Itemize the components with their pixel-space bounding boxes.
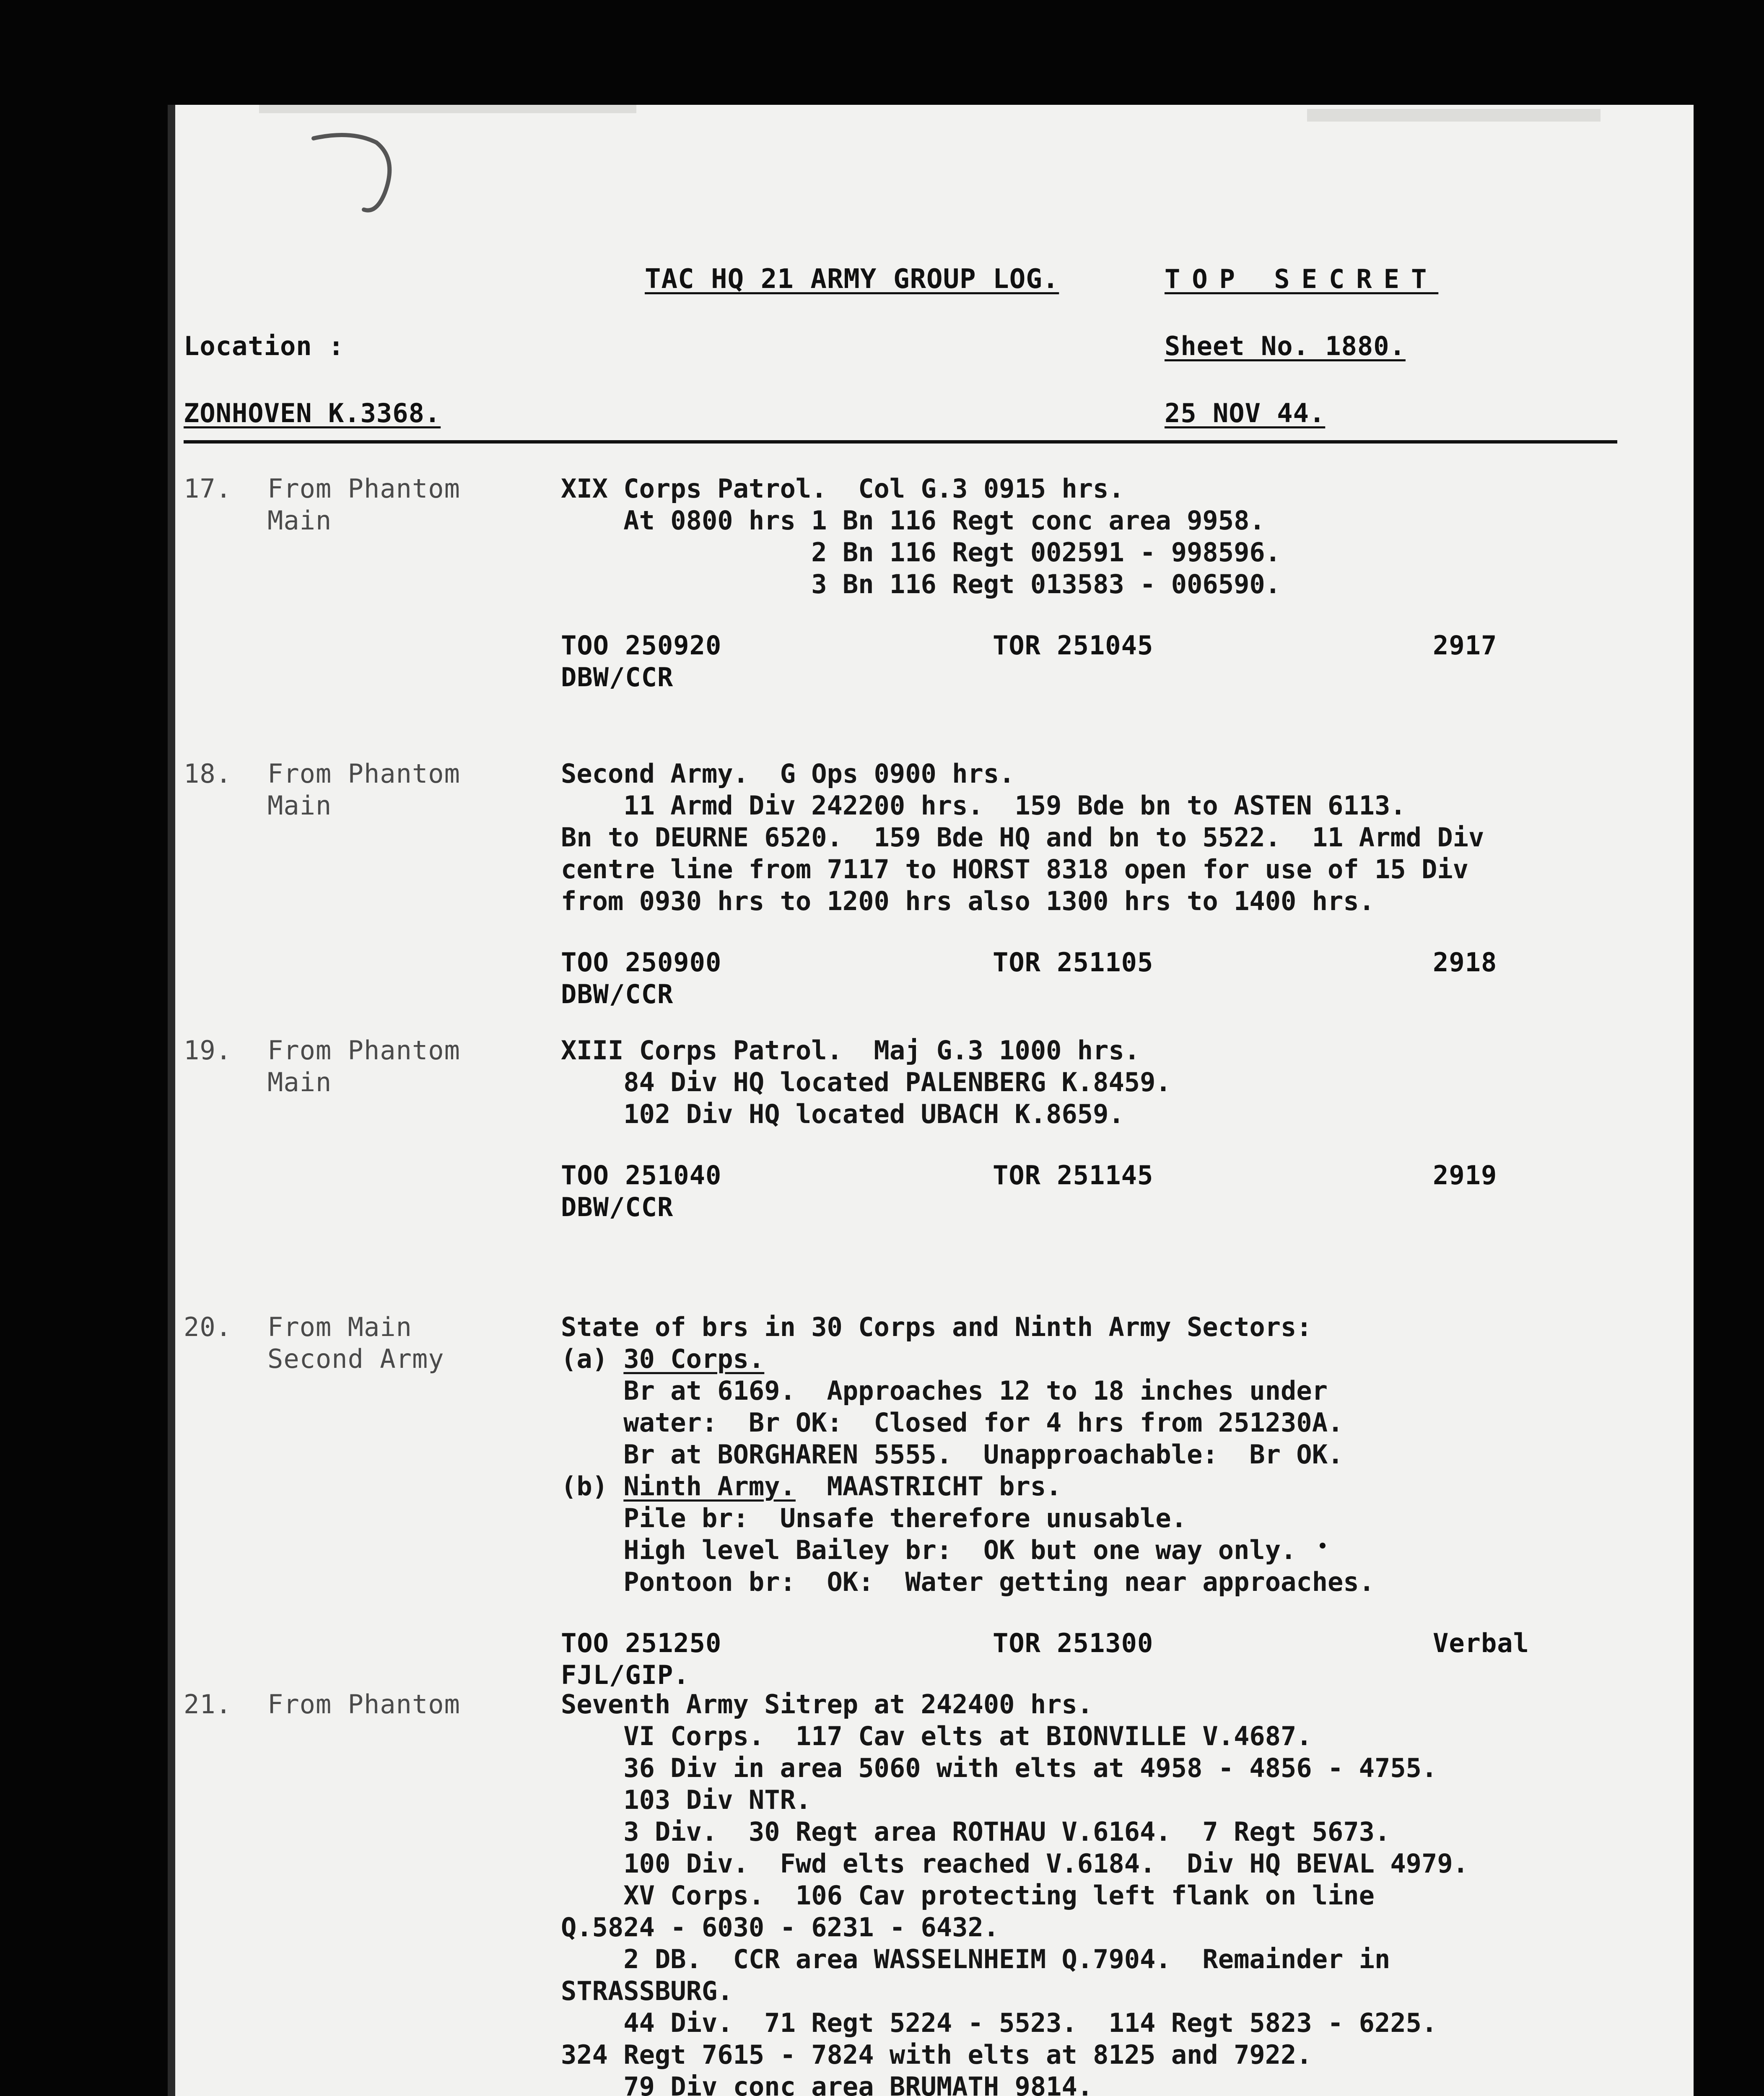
entry-text-line: Pile br: Unsafe therefore unusable. — [561, 1503, 1187, 1533]
entry-text-line: 3 Bn 116 Regt 013583 - 006590. — [561, 569, 1281, 599]
entry-source: From Phantom — [267, 758, 460, 789]
sheet-number: Sheet No. 1880. — [1165, 331, 1406, 361]
entry-text-line: 84 Div HQ located PALENBERG K.8459. — [561, 1067, 1171, 1097]
entry-text-line: Br at BORGHAREN 5555. Unapproachable: Br OK. — [561, 1439, 1344, 1470]
pencil-mark — [301, 117, 410, 226]
header-rule — [184, 440, 1617, 444]
entry-text-line: 102 Div HQ located UBACH K.8659. — [561, 1099, 1124, 1129]
entry-source: Main — [267, 505, 332, 536]
entry-text-line: XIX Corps Patrol. Col G.3 0915 hrs. — [561, 473, 1124, 504]
classification-label: TOP SECRET — [1165, 264, 1439, 294]
time-of-receipt: TOR 251105 — [993, 947, 1154, 978]
operator-initials: FJL/GIP. — [561, 1660, 690, 1690]
entry-text-line: 324 Regt 7615 - 7824 with elts at 8125 and 7922. — [561, 2039, 1312, 2070]
entry-text-line: Pontoon br: OK: Water getting near approaches. — [561, 1567, 1375, 1597]
entry-number: 21. — [184, 1689, 232, 1720]
entry-text-line: 44 Div. 71 Regt 5224 - 5523. 114 Regt 5823 - 6225. — [561, 2008, 1437, 2038]
time-of-receipt: TOR 251145 — [993, 1160, 1154, 1191]
entry-text-line: (b) Ninth Army. MAASTRICHT brs. — [561, 1471, 1062, 1502]
entry-text-line: At 0800 hrs 1 Bn 116 Regt conc area 9958. — [561, 505, 1265, 536]
entry-text-line: 103 Div NTR. — [561, 1785, 812, 1815]
scan-artifact — [259, 105, 636, 113]
message-reference: 2919 — [1433, 1160, 1497, 1191]
entry-text-line: XV Corps. 106 Cav protecting left flank on line — [561, 1880, 1375, 1911]
entry-source: From Phantom — [267, 473, 460, 504]
entry-source: From Phantom — [267, 1689, 460, 1720]
entry-text-line: 36 Div in area 5060 with elts at 4958 - 4856 - 4755. — [561, 1753, 1437, 1783]
time-of-receipt: TOR 251300 — [993, 1628, 1154, 1658]
entry-text-line: 2 DB. CCR area WASSELNHEIM Q.7904. Remainder in — [561, 1944, 1390, 1974]
time-of-receipt: TOR 251045 — [993, 630, 1154, 661]
time-of-origin: TOO 251040 — [561, 1160, 722, 1191]
operator-initials: DBW/CCR — [561, 662, 674, 693]
document-page — [168, 105, 1694, 2096]
entry-text-line: XIII Corps Patrol. Maj G.3 1000 hrs. — [561, 1035, 1140, 1066]
entry-source: From Phantom — [267, 1035, 460, 1066]
entry-text-line: VI Corps. 117 Cav elts at BIONVILLE V.4687. — [561, 1721, 1312, 1751]
time-of-origin: TOO 251250 — [561, 1628, 722, 1658]
entry-text-line: water: Br OK: Closed for 4 hrs from 251230A. — [561, 1407, 1344, 1438]
entry-text-line: 100 Div. Fwd elts reached V.6184. Div HQ BEVAL 4979. — [561, 1848, 1468, 1879]
log-date: 25 NOV 44. — [1165, 398, 1326, 428]
entry-text-line: Second Army. G Ops 0900 hrs. — [561, 758, 1015, 789]
location-value: ZONHOVEN K.3368. — [184, 398, 441, 428]
time-of-origin: TOO 250920 — [561, 630, 722, 661]
entry-text-line: Q.5824 - 6030 - 6231 - 6432. — [561, 1912, 999, 1943]
message-reference: 2918 — [1433, 947, 1497, 978]
location-label: Location : — [184, 331, 345, 361]
entry-source: From Main — [267, 1312, 412, 1342]
entry-number: 17. — [184, 473, 232, 504]
entry-text-line: Br at 6169. Approaches 12 to 18 inches under — [561, 1375, 1328, 1406]
entry-text-line: High level Bailey br: OK but one way only. — [561, 1535, 1297, 1565]
entry-text-line: 2 Bn 116 Regt 002591 - 998596. — [561, 537, 1281, 568]
entry-number: 20. — [184, 1312, 232, 1342]
time-of-origin: TOO 250900 — [561, 947, 722, 978]
ink-dot — [1320, 1543, 1326, 1549]
entry-text-line: STRASSBURG. — [561, 1976, 733, 2006]
entry-number: 19. — [184, 1035, 232, 1066]
log-title: TAC HQ 21 ARMY GROUP LOG. — [645, 264, 1059, 295]
message-reference: 2917 — [1433, 630, 1497, 661]
entry-text-line: 11 Armd Div 242200 hrs. 159 Bde bn to ASTEN 6113. — [561, 790, 1406, 821]
scan-artifact — [1307, 109, 1601, 122]
entry-number: 18. — [184, 758, 232, 789]
entry-text-line: State of brs in 30 Corps and Ninth Army Sectors: — [561, 1312, 1312, 1342]
entry-text-line: Bn to DEURNE 6520. 159 Bde HQ and bn to 5522. 11 Armd Div — [561, 822, 1484, 853]
entry-text-line: centre line from 7117 to HORST 8318 open for use of 15 Div — [561, 854, 1468, 885]
entry-text-line: from 0930 hrs to 1200 hrs also 1300 hrs to 1400 hrs. — [561, 886, 1375, 916]
entry-text-line: 3 Div. 30 Regt area ROTHAU V.6164. 7 Regt 5673. — [561, 1816, 1390, 1847]
operator-initials: DBW/CCR — [561, 1192, 674, 1222]
entry-text-line: Seventh Army Sitrep at 242400 hrs. — [561, 1689, 1093, 1720]
entry-text-line: 79 Div conc area BRUMATH 9814. — [561, 2071, 1093, 2096]
entry-source: Second Army — [267, 1344, 444, 1374]
entry-text-line: (a) 30 Corps. — [561, 1344, 765, 1374]
entry-source: Main — [267, 1067, 332, 1097]
entry-source: Main — [267, 790, 332, 821]
message-reference: Verbal — [1433, 1628, 1529, 1658]
operator-initials: DBW/CCR — [561, 979, 674, 1009]
